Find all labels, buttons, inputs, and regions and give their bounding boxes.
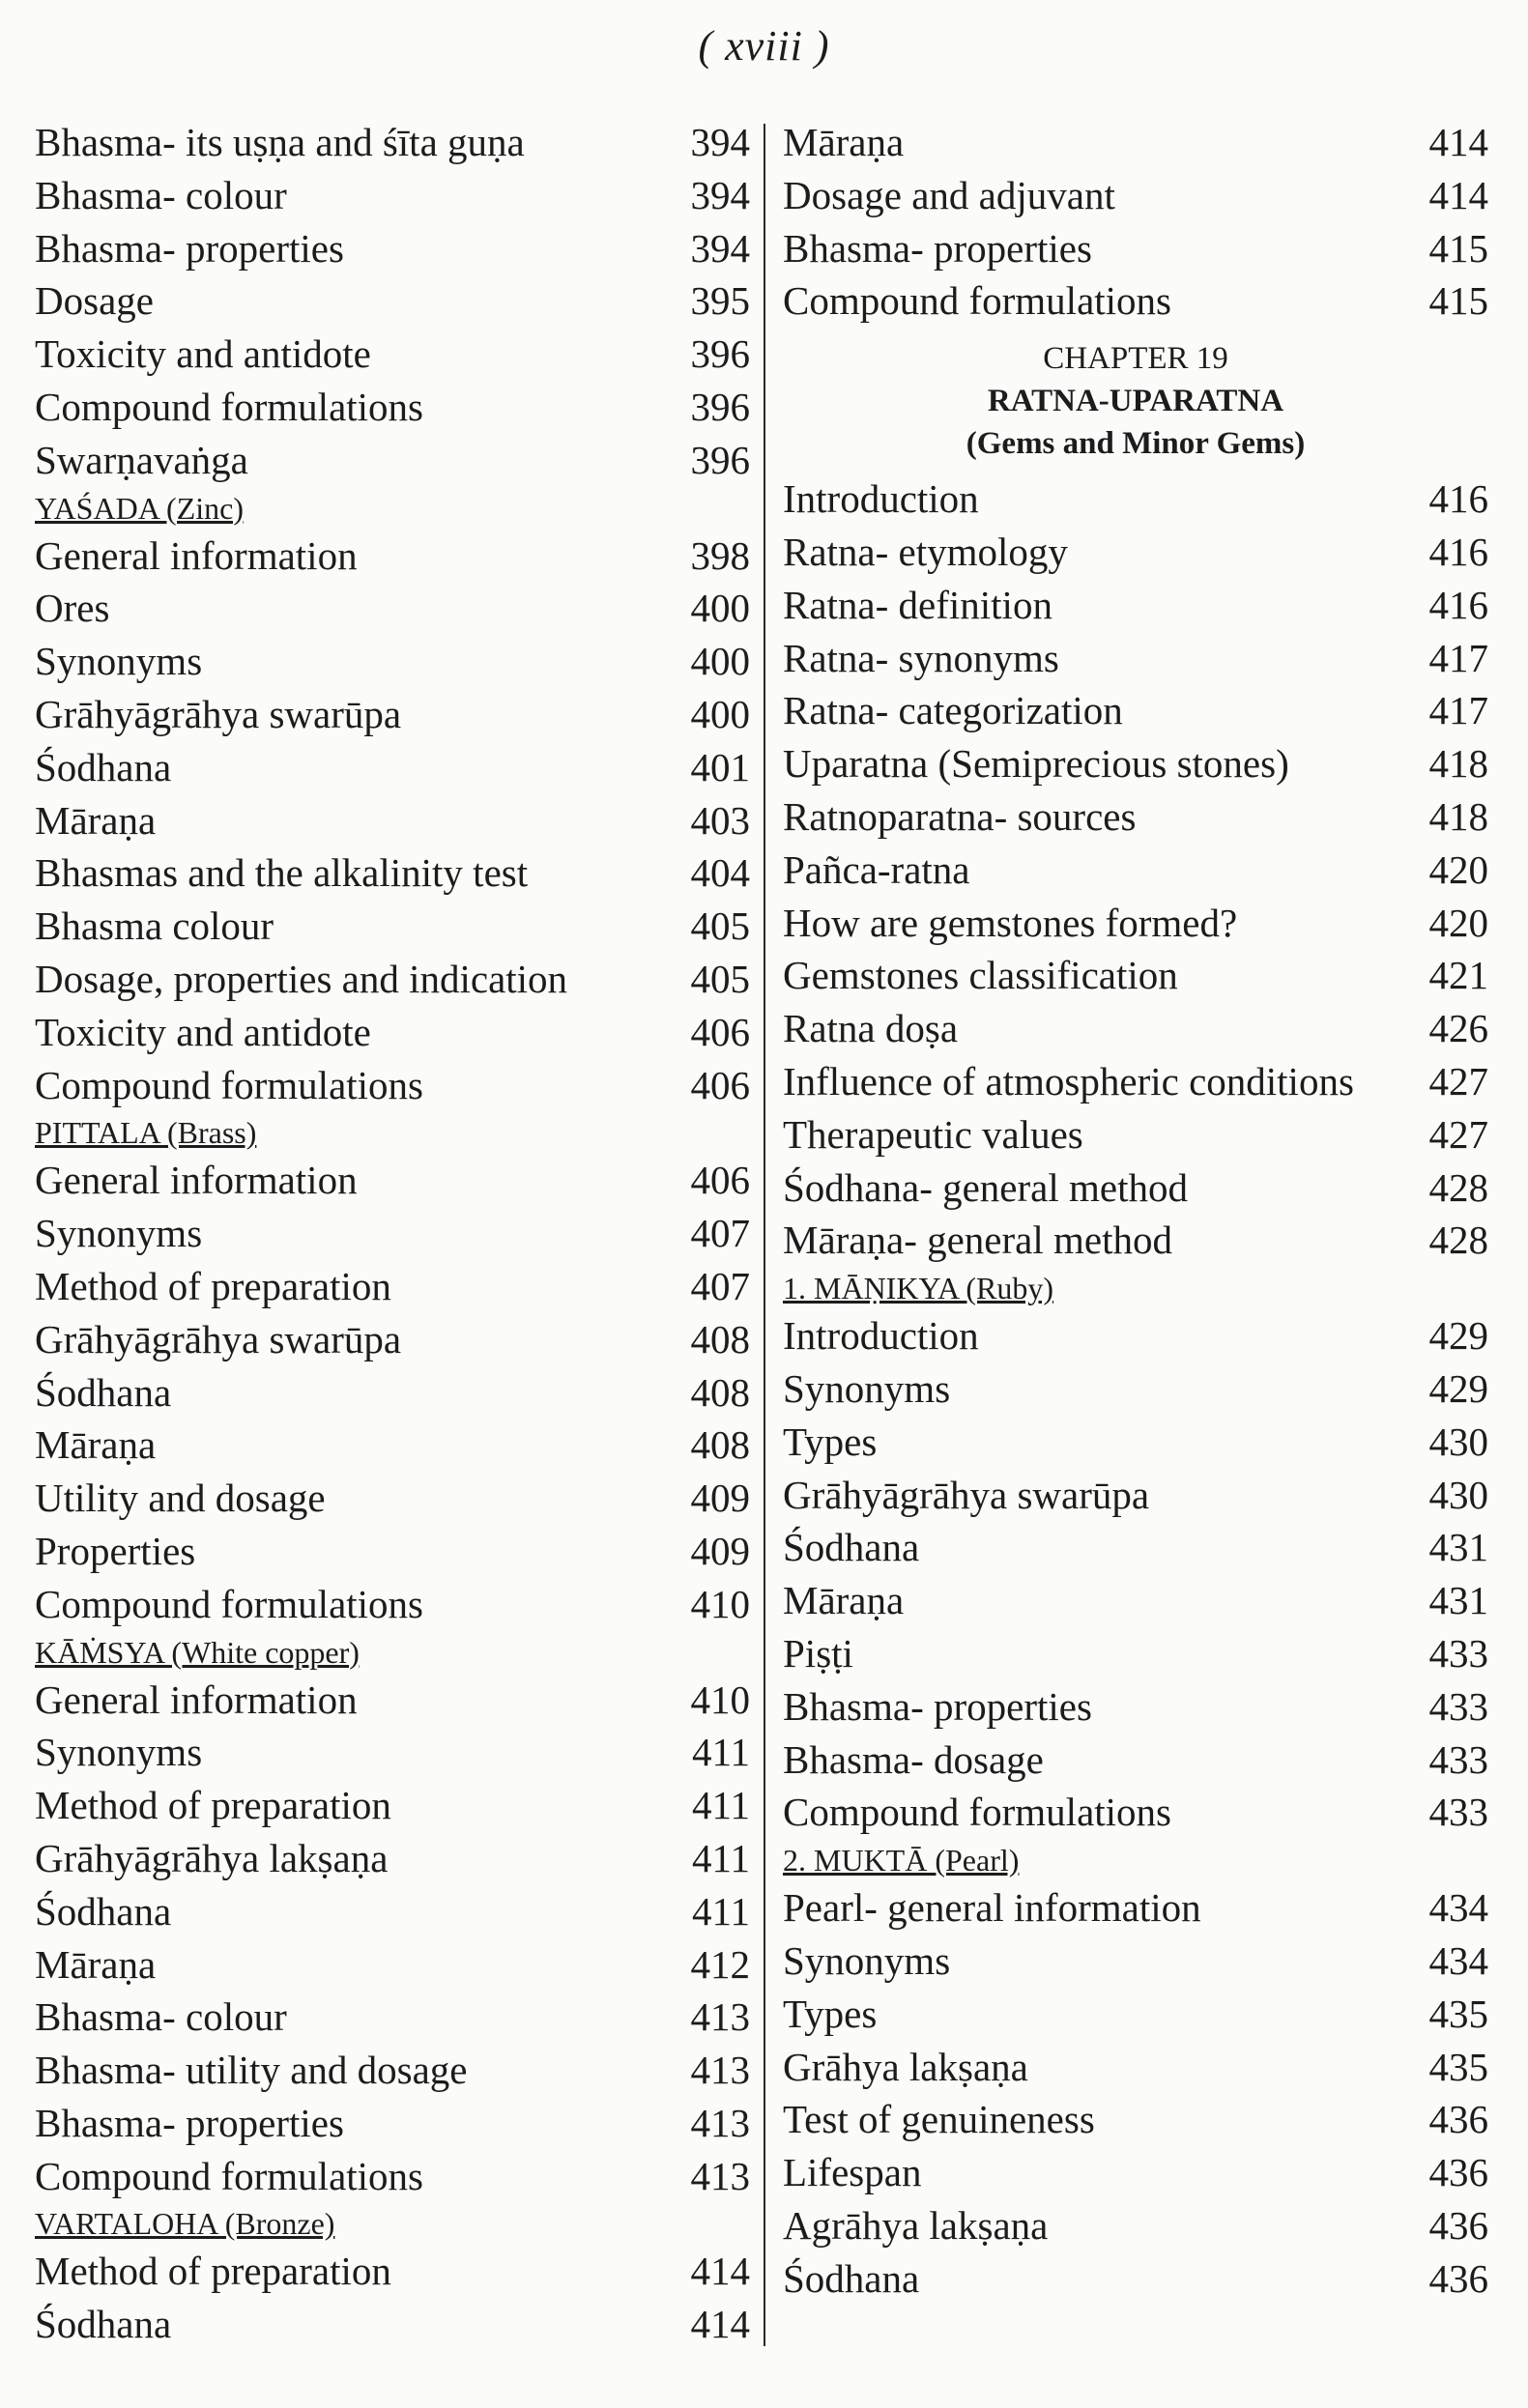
toc-entry-page: 408 [690,1369,750,1415]
toc-entry-page: 411 [692,1835,750,1880]
toc-section-heading: KĀṀSYA (White copper) [35,1634,360,1670]
toc-entry [35,1938,750,1992]
toc-entry-page: 436 [1428,2255,1488,2301]
toc-entry [35,2245,750,2298]
toc-entry-label: Śodhana [35,1888,172,1934]
toc-entry-page: 418 [1428,741,1488,787]
toc-entry [35,274,750,328]
toc-entry-page: 396 [690,331,750,377]
toc-entry [35,2044,750,2097]
toc-entry [35,169,750,222]
toc-entry-label: Synonyms [783,1937,951,1983]
toc-entry [35,2298,750,2351]
toc-entry [783,632,1488,685]
toc-entry-label: Synonyms [35,1730,203,1775]
toc-entry-label: Māraṇa [35,797,157,843]
toc-entry-label: Introduction [783,476,979,522]
toc-entry [783,526,1488,579]
toc-entry-label: Śodhana [35,1369,172,1415]
toc-entry-page: 400 [690,586,750,631]
toc-entry [783,1055,1488,1108]
toc-entry-page: 433 [1428,1790,1488,1835]
toc-entry-label: Lifespan [783,2150,922,2195]
toc-entry-label: General information [35,1158,358,1203]
toc-entry-label: Bhasma colour [35,903,274,949]
toc-entry-page: 418 [1428,793,1488,839]
chapter-heading [783,328,1488,473]
toc-entry [35,1726,750,1779]
toc-entry-label: Influence of atmospheric conditions [783,1058,1354,1104]
toc-entry-page: 433 [1428,1630,1488,1676]
toc-entry [35,1779,750,1832]
toc-entry-page: 396 [690,384,750,429]
toc-entry-label: Grāhyāgrāhya swarūpa [35,691,402,736]
toc-entry [783,116,1488,169]
toc-section-heading: VARTALOHA (Bronze) [35,2206,335,2242]
column-divider [764,124,765,2346]
toc-entry [35,1260,750,1313]
toc-section-heading: 1. MĀṆIKYA (Ruby) [783,1271,1053,1306]
toc-entry [35,2150,750,2203]
toc-entry [783,1680,1488,1734]
toc-entry [783,2093,1488,2146]
toc-entry [35,953,750,1006]
toc-entry-label: Compound formulations [35,384,424,429]
toc-entry [35,328,750,381]
toc-entry [35,1154,750,1207]
toc-entry-page: 405 [690,956,750,1001]
toc-entry-page: 406 [690,1062,750,1107]
toc-entry-label: Toxicity and antidote [35,331,371,377]
toc-entry-label: Ratna- etymology [783,529,1068,574]
toc-entry-page: 410 [690,1677,750,1722]
toc-entry [35,1991,750,2044]
toc-entry-page: 409 [690,1528,750,1573]
toc-entry-page: 400 [690,691,750,736]
toc-entry-label: Bhasma- properties [35,2100,344,2145]
toc-entry-label: Method of preparation [35,2249,391,2294]
toc-entry [35,1832,750,1885]
toc-entry-page: 433 [1428,1736,1488,1782]
toc-entry [783,897,1488,950]
toc-entry-page: 426 [1428,1006,1488,1051]
toc-entry [35,116,750,169]
toc-entry [35,1674,750,1727]
toc-entry-page: 413 [690,2048,750,2093]
toc-entry [35,846,750,900]
toc-entry-label: Bhasmas and the alkalinity test [35,850,529,896]
toc-entry [35,1006,750,1059]
toc-entry-label: Types [783,1419,878,1464]
toc-entry-label: Synonyms [783,1365,951,1411]
toc-entry-label: Bhasma- properties [783,1683,1092,1729]
toc-entry-page: 403 [690,797,750,843]
toc-entry-label: Synonyms [35,1211,203,1256]
toc-entry-page: 408 [690,1316,750,1362]
toc-entry [783,1002,1488,1055]
toc-entry-page: 411 [692,1730,750,1775]
toc-entry [783,684,1488,737]
toc-entry-page: 436 [1428,2097,1488,2142]
toc-entry-label: Māraṇa [783,120,905,164]
toc-entry-page: 414 [690,2302,750,2347]
toc-entry [35,1525,750,1578]
toc-entry-page: 435 [1428,2044,1488,2089]
toc-entry [35,582,750,635]
toc-entry-label: Bhasma- properties [35,225,344,271]
toc-entry-label: Bhasma- utility and dosage [35,2048,468,2093]
toc-entry-label: Māraṇa [783,1578,905,1623]
toc-entry-page: 414 [690,2249,750,2294]
toc-entry-page: 420 [1428,846,1488,892]
toc-entry-page: 408 [690,1422,750,1468]
toc-entry-label: Māraṇa- general method [783,1218,1172,1263]
toc-entry-label: Ratna doṣa [783,1006,959,1051]
chapter-number: CHAPTER 19 [1043,341,1228,377]
toc-entry-page: 404 [690,850,750,896]
toc-entry-page: 431 [1428,1578,1488,1623]
toc-entry [35,741,750,794]
toc-entry-page: 401 [690,744,750,789]
toc-entry-page: 415 [1428,278,1488,324]
toc-entry-label: Grāhya lakṣaṇa [783,2044,1028,2089]
toc-entry [783,1734,1488,1787]
toc-entry-page: 428 [1428,1218,1488,1263]
toc-entry-page: 427 [1428,1058,1488,1104]
toc-entry-page: 407 [690,1263,750,1308]
toc-entry [35,222,750,275]
toc-entry-page: 414 [1428,172,1488,217]
toc-entry-page: 394 [690,225,750,271]
toc-entry-label: Introduction [783,1313,979,1359]
toc-section-heading: 2. MUKTĀ (Pearl) [783,1843,1020,1878]
toc-entry-label: Toxicity and antidote [35,1009,371,1054]
toc-right-column [783,116,1488,2305]
toc-section-heading: PITTALA (Brass) [35,1115,257,1151]
toc-entry-page: 417 [1428,688,1488,733]
toc-entry [35,530,750,583]
toc-entry [783,1362,1488,1416]
toc-entry [783,1108,1488,1161]
toc-entry [35,635,750,688]
toc-entry-page: 427 [1428,1111,1488,1157]
toc-entry-label: Ores [35,586,110,631]
toc-entry [783,579,1488,632]
toc-entry-label: Method of preparation [35,1263,391,1308]
toc-entry-label: Swarṇavaṅga [35,437,248,482]
toc-entry-page: 420 [1428,900,1488,945]
toc-left-column [35,116,750,2351]
toc-entry-label: Śodhana [35,744,172,789]
toc-entry [783,737,1488,790]
toc-entry-label: Uparatna (Semiprecious stones) [783,741,1289,787]
toc-entry-label: Māraṇa [35,1941,157,1987]
toc-entry-label: Compound formulations [35,2153,424,2198]
toc-entry-page: 436 [1428,2150,1488,2195]
toc-entry-page: 416 [1428,529,1488,574]
page-number: ( xviii ) [698,22,830,70]
toc-entry-page: 396 [690,437,750,482]
toc-entry-label: Śodhana [783,1525,920,1570]
toc-entry-label: Compound formulations [783,278,1172,324]
toc-entry-label: Śodhana [783,2255,920,2301]
toc-entry [783,1521,1488,1574]
toc-entry-page: 430 [1428,1472,1488,1517]
toc-entry [783,222,1488,275]
toc-entry-label: Māraṇa [35,1422,157,1468]
toc-entry-page: 410 [690,1581,750,1626]
toc-entry-page: 434 [1428,1937,1488,1983]
toc-entry-label: Ratna- categorization [783,688,1123,733]
toc-entry-label: Grāhyāgrāhya swarūpa [35,1316,402,1362]
toc-entry-page: 413 [690,1994,750,2040]
toc-entry-label: Therapeutic values [783,1111,1083,1157]
toc-entry-label: Ratna- definition [783,582,1052,627]
toc-entry-label: Pearl- general information [783,1885,1201,1931]
toc-entry-page: 414 [1428,120,1488,164]
toc-entry-page: 434 [1428,1885,1488,1931]
toc-entry-page: 394 [690,120,750,164]
toc-entry-label: Śodhana [35,2302,172,2347]
toc-entry [783,1881,1488,1935]
toc-entry [783,790,1488,844]
toc-entry [783,169,1488,222]
toc-entry [783,844,1488,897]
toc-entry [35,1885,750,1938]
toc-entry-page: 429 [1428,1313,1488,1359]
toc-entry-page: 416 [1428,582,1488,627]
toc-entry-page: 417 [1428,635,1488,680]
toc-entry-page: 400 [690,639,750,684]
toc-entry-page: 409 [690,1476,750,1521]
toc-entry [783,1574,1488,1627]
toc-entry-page: 411 [692,1888,750,1934]
toc-entry-page: 411 [692,1783,750,1828]
toc-entry-label: Bhasma- properties [783,225,1092,271]
toc-entry-label: Ratna- synonyms [783,635,1059,680]
chapter-subtitle: (Gems and Minor Gems) [966,426,1306,462]
toc-entry-label: Bhasma- colour [35,172,287,217]
toc-entry-label: Grāhyāgrāhya lakṣaṇa [35,1835,389,1880]
toc-section-heading: YAŚADA (Zinc) [35,490,244,526]
toc-entry [783,1309,1488,1362]
toc-entry-page: 406 [690,1158,750,1203]
toc-entry-label: Pañca-ratna [783,846,970,892]
toc-entry [35,688,750,741]
toc-entry-page: 421 [1428,953,1488,998]
toc-entry [35,434,750,487]
toc-entry [35,1313,750,1366]
toc-entry-page: 436 [1428,2202,1488,2248]
toc-entry-label: Dosage, properties and indication [35,956,568,1001]
toc-entry-page: 412 [690,1941,750,1987]
toc-entry-page: 394 [690,172,750,217]
toc-entry-label: Bhasma- its uṣṇa and śīta guṇa [35,120,525,164]
toc-entry-page: 406 [690,1009,750,1054]
toc-entry-page: 413 [690,2153,750,2198]
toc-entry-page: 413 [690,2100,750,2145]
toc-entry-label: Compound formulations [783,1790,1172,1835]
toc-entry [783,1988,1488,2041]
toc-entry-label: Piṣṭi [783,1630,853,1676]
toc-entry [35,1366,750,1419]
toc-entry-label: Śodhana- general method [783,1164,1188,1210]
toc-entry [35,1419,750,1472]
toc-entry-page: 405 [690,903,750,949]
toc-entry-page: 428 [1428,1164,1488,1210]
toc-entry-label: General information [35,532,358,578]
toc-entry-page: 429 [1428,1365,1488,1411]
toc-entry [783,1627,1488,1680]
toc-entry [783,274,1488,328]
toc-entry-page: 416 [1428,476,1488,522]
toc-entry-label: Gemstones classification [783,953,1178,998]
toc-entry-label: General information [35,1677,358,1722]
toc-entry [35,2097,750,2150]
toc-entry-label: Bhasma- colour [35,1994,287,2040]
toc-entry-label: Dosage [35,278,154,324]
toc-entry-label: Dosage and adjuvant [783,172,1115,217]
toc-entry [783,2146,1488,2199]
toc-entry [783,1214,1488,1267]
toc-entry-label: Test of genuineness [783,2097,1095,2142]
chapter-title: RATNA-UPARATNA [987,384,1284,419]
toc-entry [783,2252,1488,2306]
toc-entry-label: Grāhyāgrāhya swarūpa [783,1472,1150,1517]
toc-entry-page: 431 [1428,1525,1488,1570]
toc-entry-label: Method of preparation [35,1783,391,1828]
toc-entry-page: 415 [1428,225,1488,271]
toc-entry [783,2041,1488,2094]
toc-entry [35,1578,750,1631]
toc-entry [35,794,750,847]
toc-entry [783,949,1488,1002]
toc-entry-page: 430 [1428,1419,1488,1464]
toc-entry [783,473,1488,526]
toc-entry-label: Agrāhya lakṣaṇa [783,2202,1049,2248]
toc-entry [783,1161,1488,1215]
toc-entry-page: 433 [1428,1683,1488,1729]
toc-entry-label: Types [783,1991,878,2036]
toc-entry [783,1935,1488,1988]
toc-entry-label: Compound formulations [35,1581,424,1626]
toc-entry [35,1059,750,1112]
toc-entry [35,1472,750,1525]
toc-entry-label: Synonyms [35,639,203,684]
toc-entry-label: Utility and dosage [35,1476,326,1521]
toc-entry [783,1416,1488,1469]
toc-entry [783,1469,1488,1522]
toc-entry [35,381,750,434]
toc-entry-page: 395 [690,278,750,324]
toc-entry-page: 407 [690,1211,750,1256]
toc-entry-label: Properties [35,1528,196,1573]
toc-entry-label: Ratnoparatna- sources [783,793,1137,839]
toc-entry [783,1786,1488,1839]
toc-entry-label: How are gemstones formed? [783,900,1238,945]
toc-entry-label: Bhasma- dosage [783,1736,1044,1782]
toc-entry-page: 435 [1428,1991,1488,2036]
toc-entry-page: 398 [690,532,750,578]
toc-entry [35,900,750,953]
toc-entry-label: Compound formulations [35,1062,424,1107]
toc-entry [35,1207,750,1260]
toc-entry [783,2199,1488,2252]
